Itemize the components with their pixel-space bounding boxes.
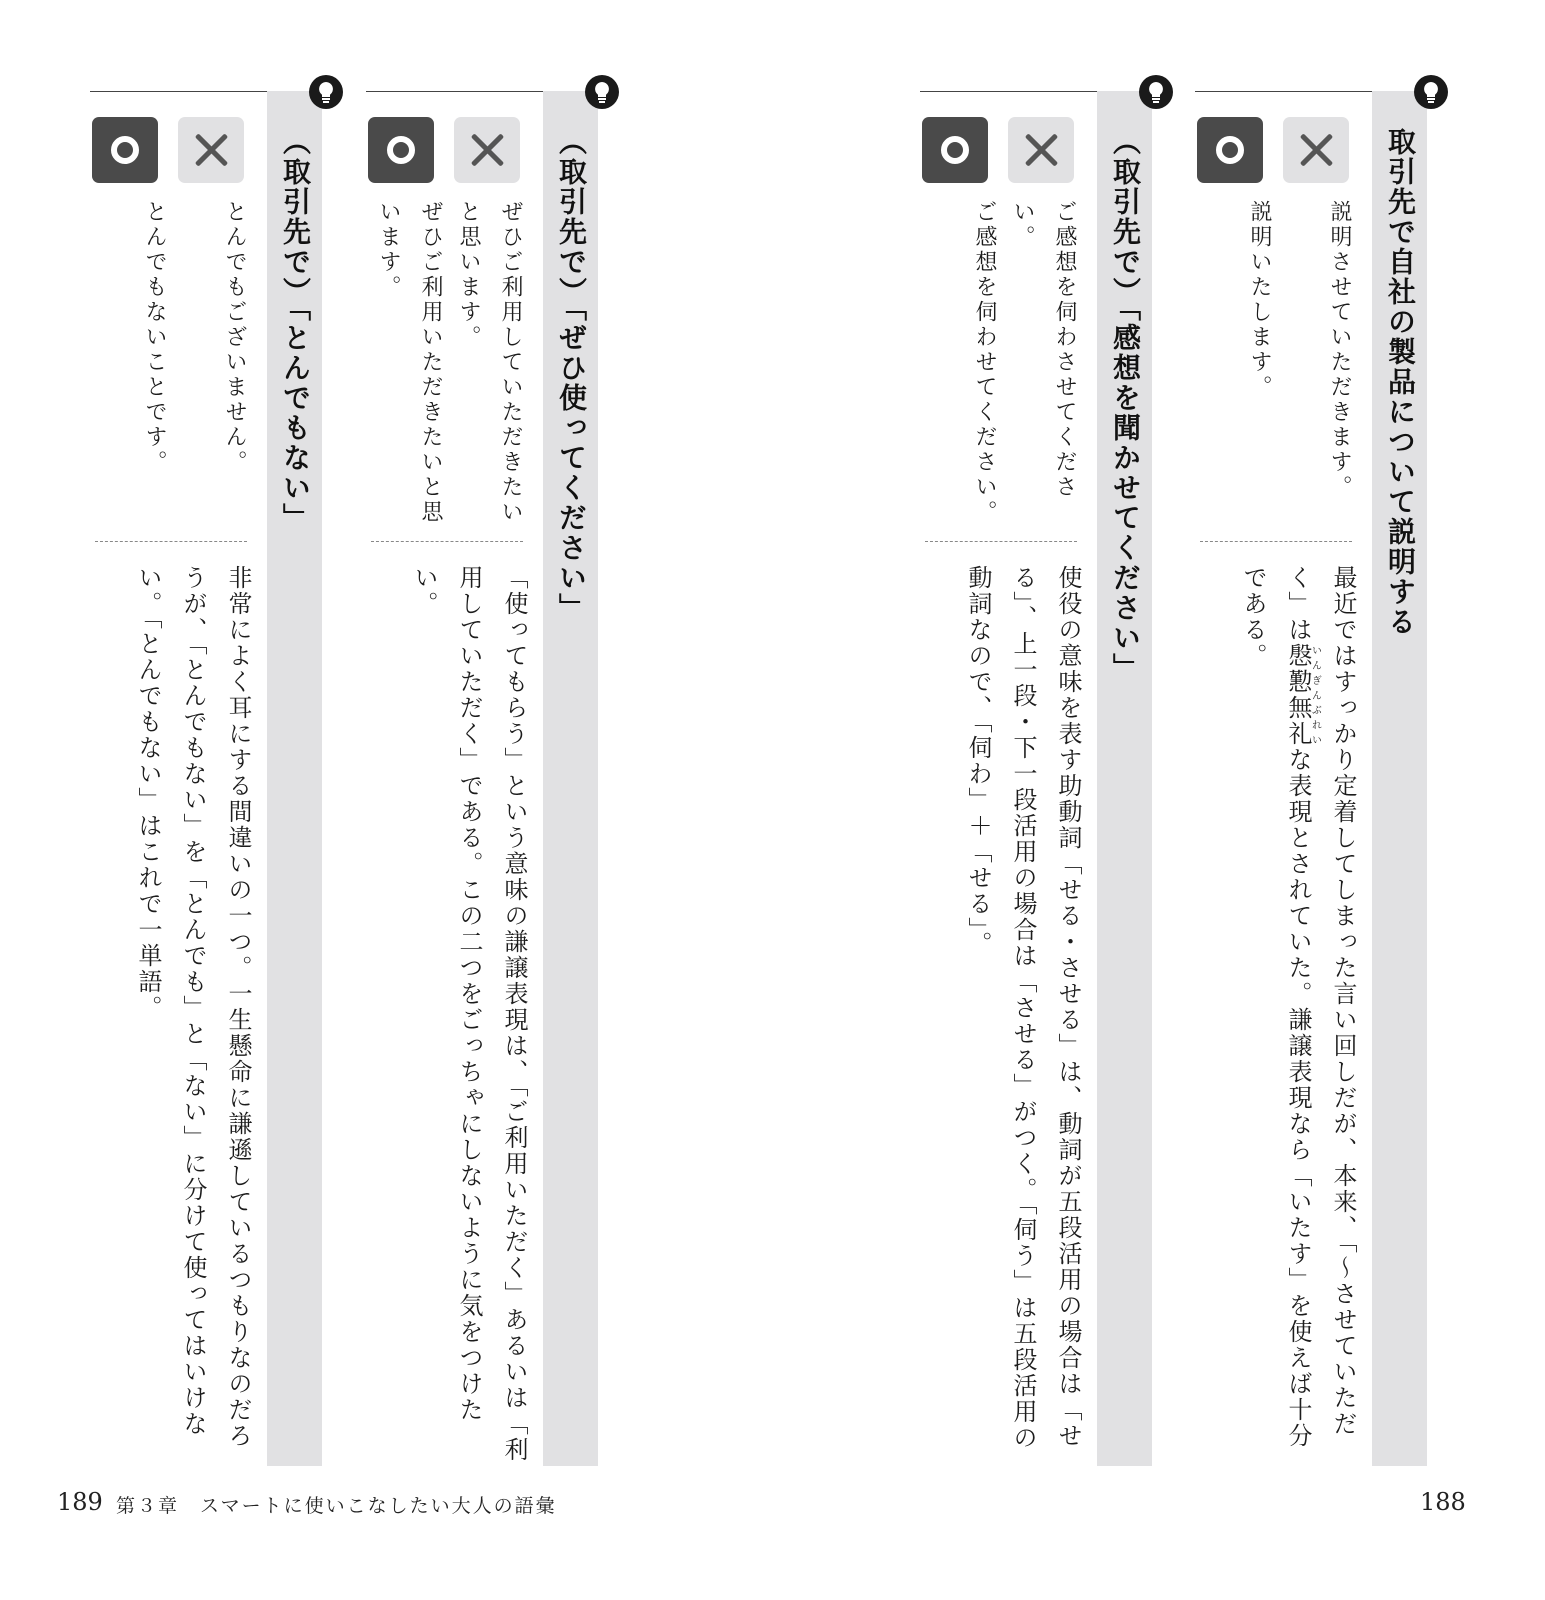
entry-please-use — [366, 75, 631, 1475]
circle-icon — [111, 136, 139, 164]
lightbulb-icon — [585, 75, 619, 109]
correct-badge — [368, 117, 434, 183]
entry-tondemonai — [90, 75, 355, 1475]
explanation-part: 最近ではすっかり定着してしまった言い回しだが、本来、「～させていただく」は — [1284, 565, 1357, 1437]
wrong-example: ぜひご利用していただきたいと思います。 — [456, 200, 523, 525]
wrong-example: 説明させていただきます。 — [1327, 200, 1352, 500]
entry-explain-product — [1195, 75, 1460, 1475]
dashed-divider — [1200, 541, 1352, 542]
ruby-base: 慇懃無礼 — [1284, 643, 1312, 747]
correct-example: ご感想を伺わせてください。 — [972, 200, 997, 525]
wrong-example: ご感想を伺わさせてください。 — [1010, 200, 1077, 500]
correct-badge — [92, 117, 158, 183]
lightbulb-icon — [309, 75, 343, 109]
correct-example: とんでもないことです。 — [142, 200, 167, 475]
wrong-example: とんでもございません。 — [222, 200, 247, 475]
entry-title: （取引先で）「とんでもない」 — [279, 127, 312, 533]
dashed-divider — [925, 541, 1077, 542]
page-number-right: 188 — [1420, 1488, 1466, 1516]
explanation: 「使ってもらう」という意味の謙譲表現は、「ご利用いただく」あるいは「利用していただく」である。この二つをごっちゃにしないように気をつけたい。 — [410, 565, 528, 1463]
circle-icon — [387, 136, 415, 164]
correct-badge — [1197, 117, 1263, 183]
explanation — [1195, 565, 1365, 1465]
cross-icon — [1024, 133, 1058, 167]
entry-title: （取引先で）「ぜひ使ってください」 — [555, 127, 588, 623]
entry-title: （取引先で）「感想を聞かせてください」 — [1109, 127, 1142, 683]
ruby-reading: いんぎんぶれい — [1309, 643, 1321, 747]
wrong-badge — [1283, 117, 1349, 183]
circle-icon — [1216, 136, 1244, 164]
correct-badge — [922, 117, 988, 183]
dashed-divider — [371, 541, 523, 542]
correct-example: 説明いたします。 — [1247, 200, 1272, 400]
cross-icon — [1299, 133, 1333, 167]
wrong-badge — [178, 117, 244, 183]
lightbulb-icon — [1139, 75, 1173, 109]
lightbulb-icon — [1414, 75, 1448, 109]
wrong-badge — [1008, 117, 1074, 183]
circle-icon — [941, 136, 969, 164]
explanation: 非常によく耳にする間違いの一つ。一生懸命に謙遜しているつもりなのだろうが、「とんでもない」を「とんでも」と「ない」に分けて使ってはいけない。「とんでもない」はこれで一単語。 — [134, 565, 252, 1449]
explanation: 使役の意味を表す助動詞「せる・させる」は、動詞が五段活用の場合は「せる」、上一段・下一段活用の場合は「させる」がつく。「伺う」は五段活用の動詞なので、「伺わ」＋「せる」。 — [964, 565, 1082, 1451]
correct-example: ぜひご利用いただきたいと思います。 — [376, 200, 443, 525]
entry-ask-impression — [920, 75, 1185, 1475]
explanation-part: な表現とされていた。謙譲表現なら「いたす」を使えば十分である。 — [1239, 565, 1312, 1449]
wrong-badge — [454, 117, 520, 183]
cross-icon — [470, 133, 504, 167]
cross-icon — [194, 133, 228, 167]
page-number-left: 189 — [57, 1488, 103, 1516]
entry-title: 取引先で自社の製品について説明する — [1384, 127, 1417, 637]
running-head: 第３章 スマートに使いこなしたい大人の語彙 — [116, 1495, 557, 1517]
ruby-word — [1284, 643, 1321, 747]
dashed-divider — [95, 541, 247, 542]
